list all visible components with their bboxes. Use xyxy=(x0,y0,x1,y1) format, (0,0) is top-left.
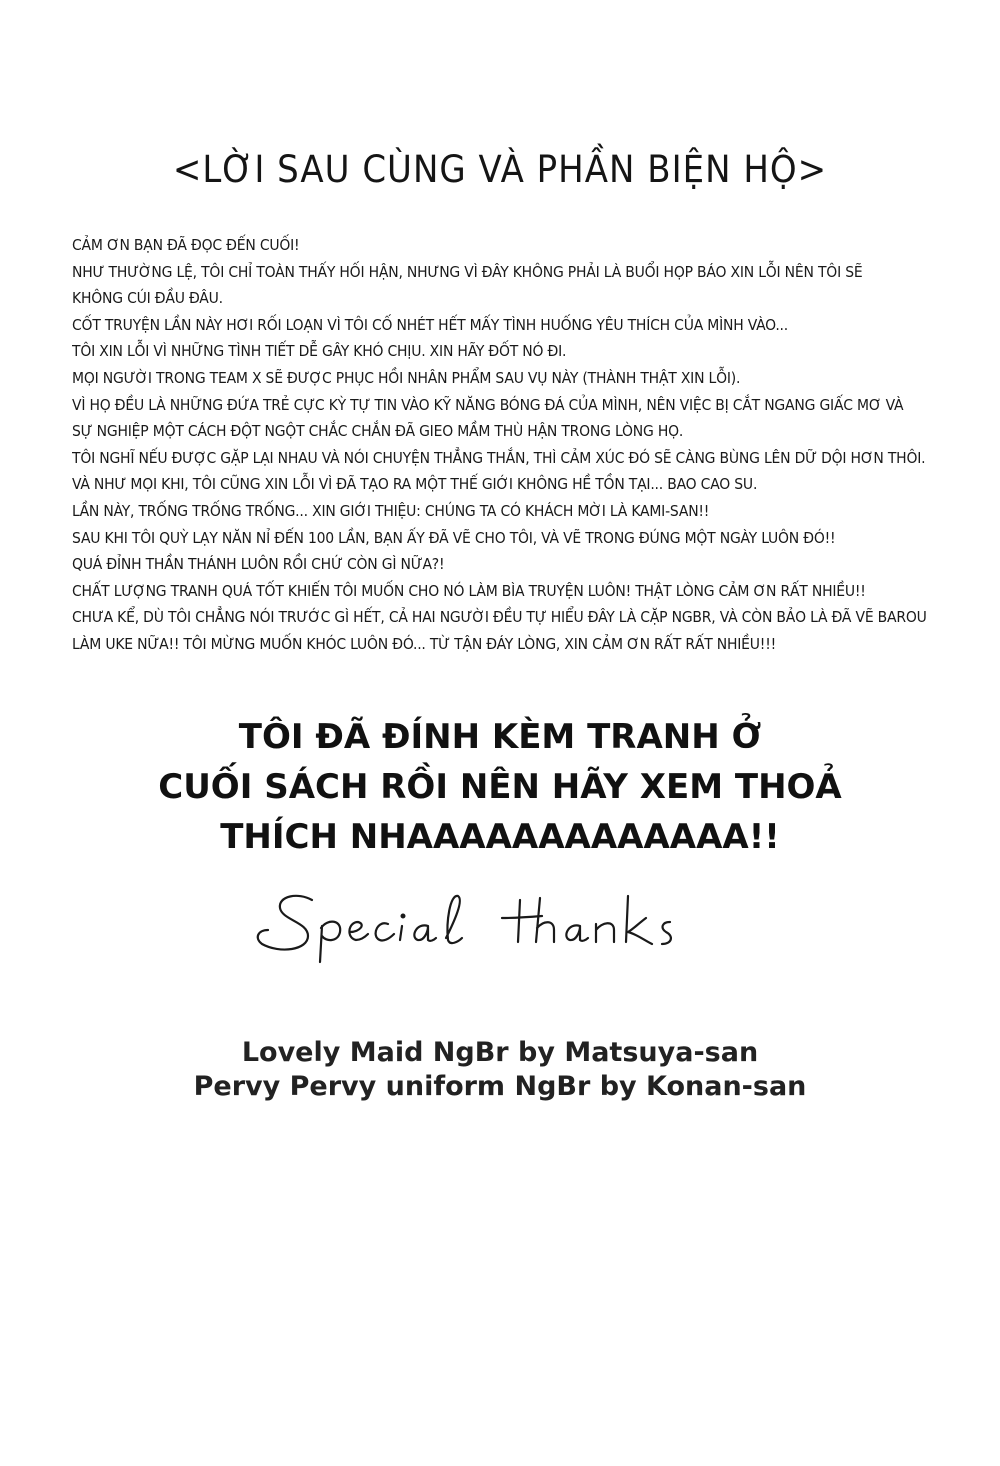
body-line: CẢM ƠN BẠN ĐÃ ĐỌC ĐẾN CUỐI! xyxy=(72,236,300,254)
body-line: CHƯA KỂ, DÙ TÔI CHẲNG NÓI TRƯỚC GÌ HẾT, CẢ HAI NGƯỜI ĐỀU TỰ HIỂU ĐÂY LÀ CẶP NGBR, VÀ CÒN BẢO LÀ ĐÃ VẼ BAROU xyxy=(72,608,927,627)
credit-line: Pervy Pervy uniform NgBr by Konan-san xyxy=(193,1071,807,1102)
body-line: VÀ NHƯ MỌI KHI, TÔI CŨNG XIN LỖI VÌ ĐÃ TẠO RA MỘT THẾ GIỚI KHÔNG HỀ TỒN TẠI... BAO CAO SU. xyxy=(72,475,758,494)
special-thanks-handwriting xyxy=(250,878,750,968)
credit-line: Lovely Maid NgBr by Matsuya-san xyxy=(241,1037,759,1068)
body-line: VÌ HỌ ĐỀU LÀ NHỮNG ĐỨA TRẺ CỰC KỲ TỰ TIN VÀO KỸ NĂNG BÓNG ĐÁ CỦA MÌNH, NÊN VIỆC BỊ CẮT NGANG GIẤC MƠ VÀ xyxy=(72,395,904,414)
highlight-line: CUỐI SÁCH RỒI NÊN HÃY XEM THOẢ xyxy=(158,767,842,807)
body-line: QUÁ ĐỈNH THẦN THÁNH LUÔN RỒI CHỨ CÒN GÌ NỮA?! xyxy=(72,555,445,574)
body-line: LẦN NÀY, TRỐNG TRỐNG TRỐNG... XIN GIỚI THIỆU: CHÚNG TA CÓ KHÁCH MỜI LÀ KAMI-SAN!! xyxy=(72,501,710,520)
highlight-message xyxy=(0,712,1000,862)
body-line: TÔI NGHĨ NẾU ĐƯỢC GẶP LẠI NHAU VÀ NÓI CHUYỆN THẲNG THẮN, THÌ CẢM XÚC ĐÓ SẼ CÀNG BÙNG LÊN DỮ DỘI HƠN THÔI. xyxy=(72,448,926,467)
highlight-line: THÍCH NHAAAAAAAAAAAAA!! xyxy=(220,817,780,857)
body-line: LÀM UKE NỮA!! TÔI MỪNG MUỐN KHÓC LUÔN ĐÓ... TỪ TẬN ĐÁY LÒNG, XIN CẢM ƠN RẤT RẤT NHIỀU!!! xyxy=(72,634,776,653)
page-title: <LỜI SAU CÙNG VÀ PHẦN BIỆN HỘ> xyxy=(172,148,828,192)
body-line: CỐT TRUYỆN LẦN NÀY HƠI RỐI LOẠN VÌ TÔI CỐ NHÉT HẾT MẤY TÌNH HUỐNG YÊU THÍCH CỦA MÌNH VÀO... xyxy=(72,315,788,334)
highlight-line: TÔI ĐÃ ĐÍNH KÈM TRANH Ở xyxy=(238,717,762,757)
body-line: CHẤT LƯỢNG TRANH QUÁ TỐT KHIẾN TÔI MUỐN CHO NÓ LÀM BÌA TRUYỆN LUÔN! THẬT LÒNG CẢM ƠN RẤT NHIỀU!! xyxy=(72,581,866,600)
afterword-body xyxy=(72,232,972,658)
body-line: NHƯ THƯỜNG LỆ, TÔI CHỈ TOÀN THẤY HỐI HẬN, NHƯNG VÌ ĐÂY KHÔNG PHẢI LÀ BUỔI HỌP BÁO XIN LỖI NÊN TÔI SẼ xyxy=(72,262,863,281)
body-line: MỌI NGƯỜI TRONG TEAM X SẼ ĐƯỢC PHỤC HỒI NHÂN PHẨM SAU VỤ NÀY (THÀNH THẬT XIN LỖI). xyxy=(72,368,741,387)
credits xyxy=(0,1036,1000,1104)
body-line: TÔI XIN LỖI VÌ NHỮNG TÌNH TIẾT DỄ GÂY KHÓ CHỊU. XIN HÃY ĐỐT NÓ ĐI. xyxy=(72,342,567,361)
body-line: SAU KHI TÔI QUỲ LẠY NĂN NỈ ĐẾN 100 LẦN, BẠN ẤY ĐÃ VẼ CHO TÔI, VÀ VẼ TRONG ĐÚNG MỘT NGÀY LUÔN ĐÓ!! xyxy=(72,528,836,547)
body-line: SỰ NGHIỆP MỘT CÁCH ĐỘT NGỘT CHẮC CHẮN ĐÃ GIEO MẦM THÙ HẬN TRONG LÒNG HỌ. xyxy=(72,422,684,441)
body-line: KHÔNG CÚI ĐẦU ĐÂU. xyxy=(72,289,223,308)
